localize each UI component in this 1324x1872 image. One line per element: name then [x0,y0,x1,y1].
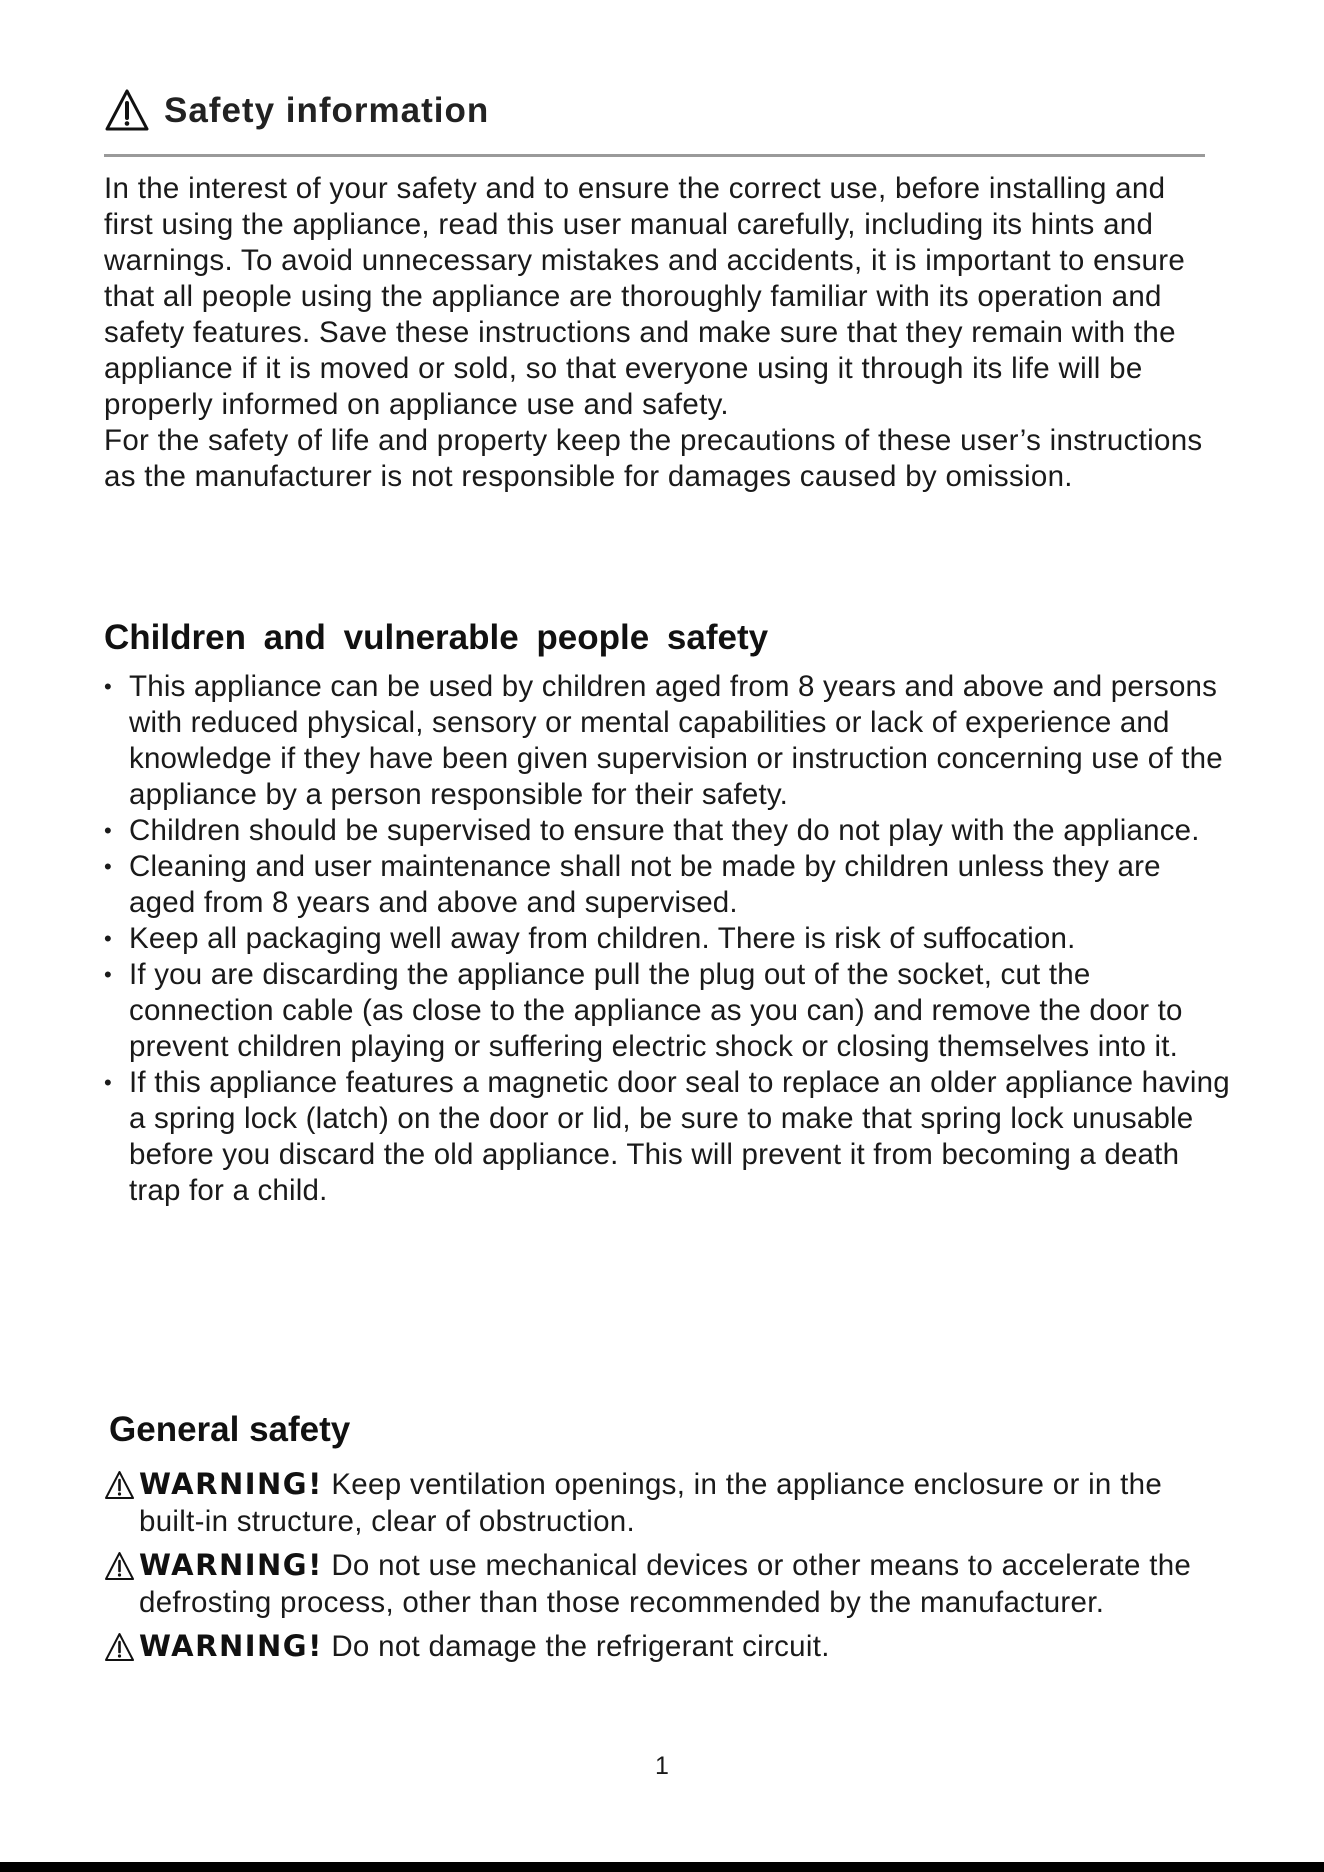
general-safety-warnings [104,1466,1214,1672]
warning-label: WARNING! [139,1629,323,1663]
intro-text [104,171,1214,495]
warning-triangle-icon [104,1551,135,1582]
title-divider [104,154,1205,157]
children-safety-list [104,669,1234,1209]
list-item: • Cleaning and user maintenance shall not be made by children unless they are aged from 8 years and above and supervised. [104,849,1234,921]
list-item: • Children should be supervised to ensure that they do not play with the appliance. [104,813,1234,849]
warning-triangle-icon [104,88,150,134]
intro-paragraph: In the interest of your safety and to ensure the correct use, before installing and first using the appliance, read this user manual carefully, including its hints and warnings. To avoid unnecessary mistakes and accidents, it is important to ensure that all people using the appliance are thoroughly familiar with its operation and safety features. Save these instructions and make sure that they remain with the appliance if it is moved or sold, so that everyone using it through its life will be properly informed on appliance use and safety. [104,172,1186,421]
general-safety-heading: General safety [109,1410,351,1449]
warning-item [104,1628,1214,1665]
warning-triangle-icon [104,1632,135,1663]
warning-triangle-icon [104,1470,135,1501]
warning-text: Do not use mechanical devices or other means to accelerate the defrosting process, other than those recommended by the manufacturer. [139,1549,1192,1619]
list-item: • If this appliance features a magnetic door seal to replace an older appliance having a spring lock (latch) on the door or lid, be sure to make that spring lock unusable before you discard the old appliance. This will prevent it from becoming a death trap for a child. [104,1065,1234,1209]
warning-label: WARNING! [139,1548,323,1582]
warning-text: Do not damage the refrigerant circuit. [331,1630,830,1663]
warning-item [104,1547,1214,1621]
page-number: 1 [655,1752,669,1780]
list-item: • If you are discarding the appliance pull the plug out of the socket, cut the connection cable (as close to the appliance as you can) and remove the door to prevent children playing or suffering electric shock or closing themselves into it. [104,957,1234,1065]
warning-text: Keep ventilation openings, in the appliance enclosure or in the built-in structure, clear of obstruction. [139,1468,1163,1538]
bottom-edge-bar [0,1862,1324,1872]
section-header [104,88,489,134]
warning-label: WARNING! [139,1467,323,1501]
page-title: Safety information [164,91,490,130]
intro-paragraph: For the safety of life and property keep the precautions of these user’s instructions as the manufacturer is not responsible for damages caused by omission. [104,424,1203,493]
list-item: • Keep all packaging well away from children. There is risk of suffocation. [104,921,1234,957]
children-safety-heading: Children and vulnerable people safety [104,618,769,657]
warning-item [104,1466,1214,1540]
list-item: • This appliance can be used by children aged from 8 years and above and persons with reduced physical, sensory or mental capabilities or lack of experience and knowledge if they have been given supervision or instruction concerning use of the appliance by a person responsible for their safety. [104,669,1234,813]
